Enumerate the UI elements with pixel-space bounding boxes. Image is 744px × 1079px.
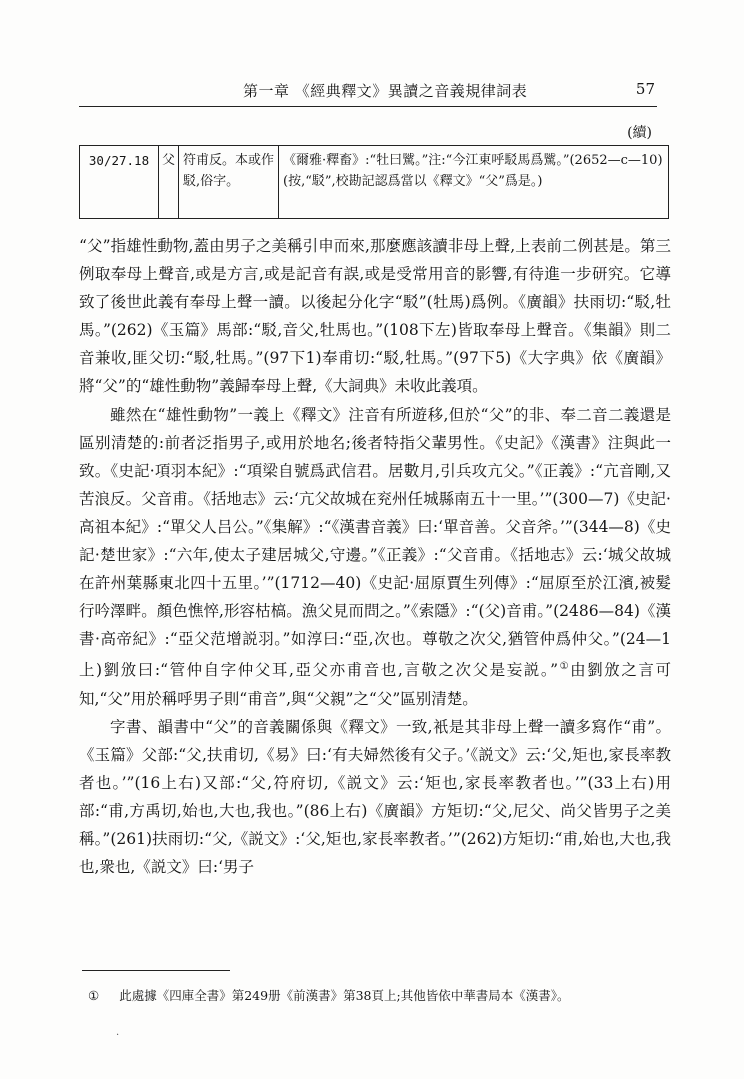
continued-label: (續) xyxy=(627,125,652,141)
paragraph-3: 字書、韻書中“父”的音義關係與《釋文》一致,衹是其非母上聲一讀多寫作“甫”。《玉篇》父部:“父,扶甫切,《易》曰:‘有夫婦然後有父子。’《説文》云:‘父,矩也,家長率教者也。’”(16上右)又部:“父,符府切,《説文》云:‘矩也,家長率教者也。’”(33上右)用部:“甫,方禹切,始也,大也,我也。”(86上右)《廣韻》方矩切:“父,尼父、尚父皆男子之美稱。”(261)扶雨切:“父,《説文》:‘父,矩也,家長率教者。’”(262)方矩切:“甫,始也,大也,我也,衆也,《説文》曰:‘男子 xyxy=(79,717,671,877)
body-text xyxy=(79,232,671,881)
footnote-marker: ① xyxy=(88,988,100,1003)
scan-speck: . xyxy=(116,1027,120,1038)
table-cell-source: 《爾雅·釋畜》:“牡曰騭。”注:“今江東呼駁馬爲騭。”(2652—c—10)(按,“駁”,校勘記認爲當以《釋文》“父”爲是。) xyxy=(283,153,663,189)
footnote-divider xyxy=(82,970,230,971)
footnote xyxy=(88,986,569,1004)
table-cell-reading: 符甫反。本或作駁,俗字。 xyxy=(179,146,279,218)
footnote-text: 此處據《四庫全書》第249册《前漢書》第38頁上;其他皆依中華書局本《漢書》。 xyxy=(119,988,570,1003)
table-cell-ref: 30/27.18 xyxy=(80,146,159,218)
table-cell-char: 父 xyxy=(159,146,179,218)
running-header xyxy=(79,78,657,107)
footnote-ref[interactable]: ① xyxy=(558,661,571,673)
paragraph-2-text: 雖然在“雄性動物”一義上《釋文》注音有所遊移,但於“父”的非、奉二音二義還是區别清楚的:前者泛指男子,或用於地名;後者特指父輩男性。《史記》《漢書》注與此一致。《史記·項羽本紀》:“項梁自號爲武信君。居數月,引兵攻亢父。”《正義》:“亢音剛,又苦浪反。父音甫。《括地志》云:‘亢父故城在兖州任城縣南五十一里。’”(300—7)《史記·高祖本紀》:“單父人吕公。”《集解》:“《漢書音義》曰:‘單音善。父音斧。’”(344—8)《史記·楚世家》:“六年,使太子建居城父,守邊。”《正義》:“父音甫。《括地志》云:‘城父故城在許州葉縣東北四十五里。’”(1712—40)《史記·屈原賈生列傳》:“屈原至於江濱,被髮行吟澤畔。顏色憔悴,形容枯槁。漁父見而問之。”《索隱》:“(父)音甫。”(2486—84)《漢書·高帝紀》:“亞父范增説羽。”如淳曰:“亞,次也。尊敬之次父,猶管仲爲仲父。”(24—1上)劉攽曰:“管仲自字仲父耳,亞父亦甫音也,言敬之次父是妄説。” xyxy=(79,405,671,680)
page-number: 57 xyxy=(635,80,655,98)
chapter-title: 第一章 《經典釋文》異讀之音義規律詞表 xyxy=(243,82,528,100)
paragraph-1: “父”指雄性動物,蓋由男子之美稱引申而來,那麼應該讀非母上聲,上表前二例甚是。第三例取奉母上聲音,或是方言,或是記音有誤,或是受常用音的影響,有待進一步研究。它導致了後世此義有奉母上聲一讀。以後起分化字“駁”(牡馬)爲例。《廣韻》扶雨切:“駁,牡馬。”(262)《玉篇》馬部:“駁,音父,牡馬也。”(108下左)皆取奉母上聲音。《集韻》則二音兼收,匪父切:“駁,牡馬。”(97下1)奉甫切:“駁,牡馬。”(97下5)《大字典》依《廣韻》將“父”的“雄性動物”義歸奉母上聲,《大詞典》未收此義項。 xyxy=(79,237,671,396)
table-row xyxy=(79,145,669,219)
paragraph-2-tail: 由劉攽之言可知,“父”用於稱呼男子則“甫音”,與“父親”之“父”區别清楚。 xyxy=(79,661,671,708)
paragraph-2 xyxy=(79,401,671,713)
